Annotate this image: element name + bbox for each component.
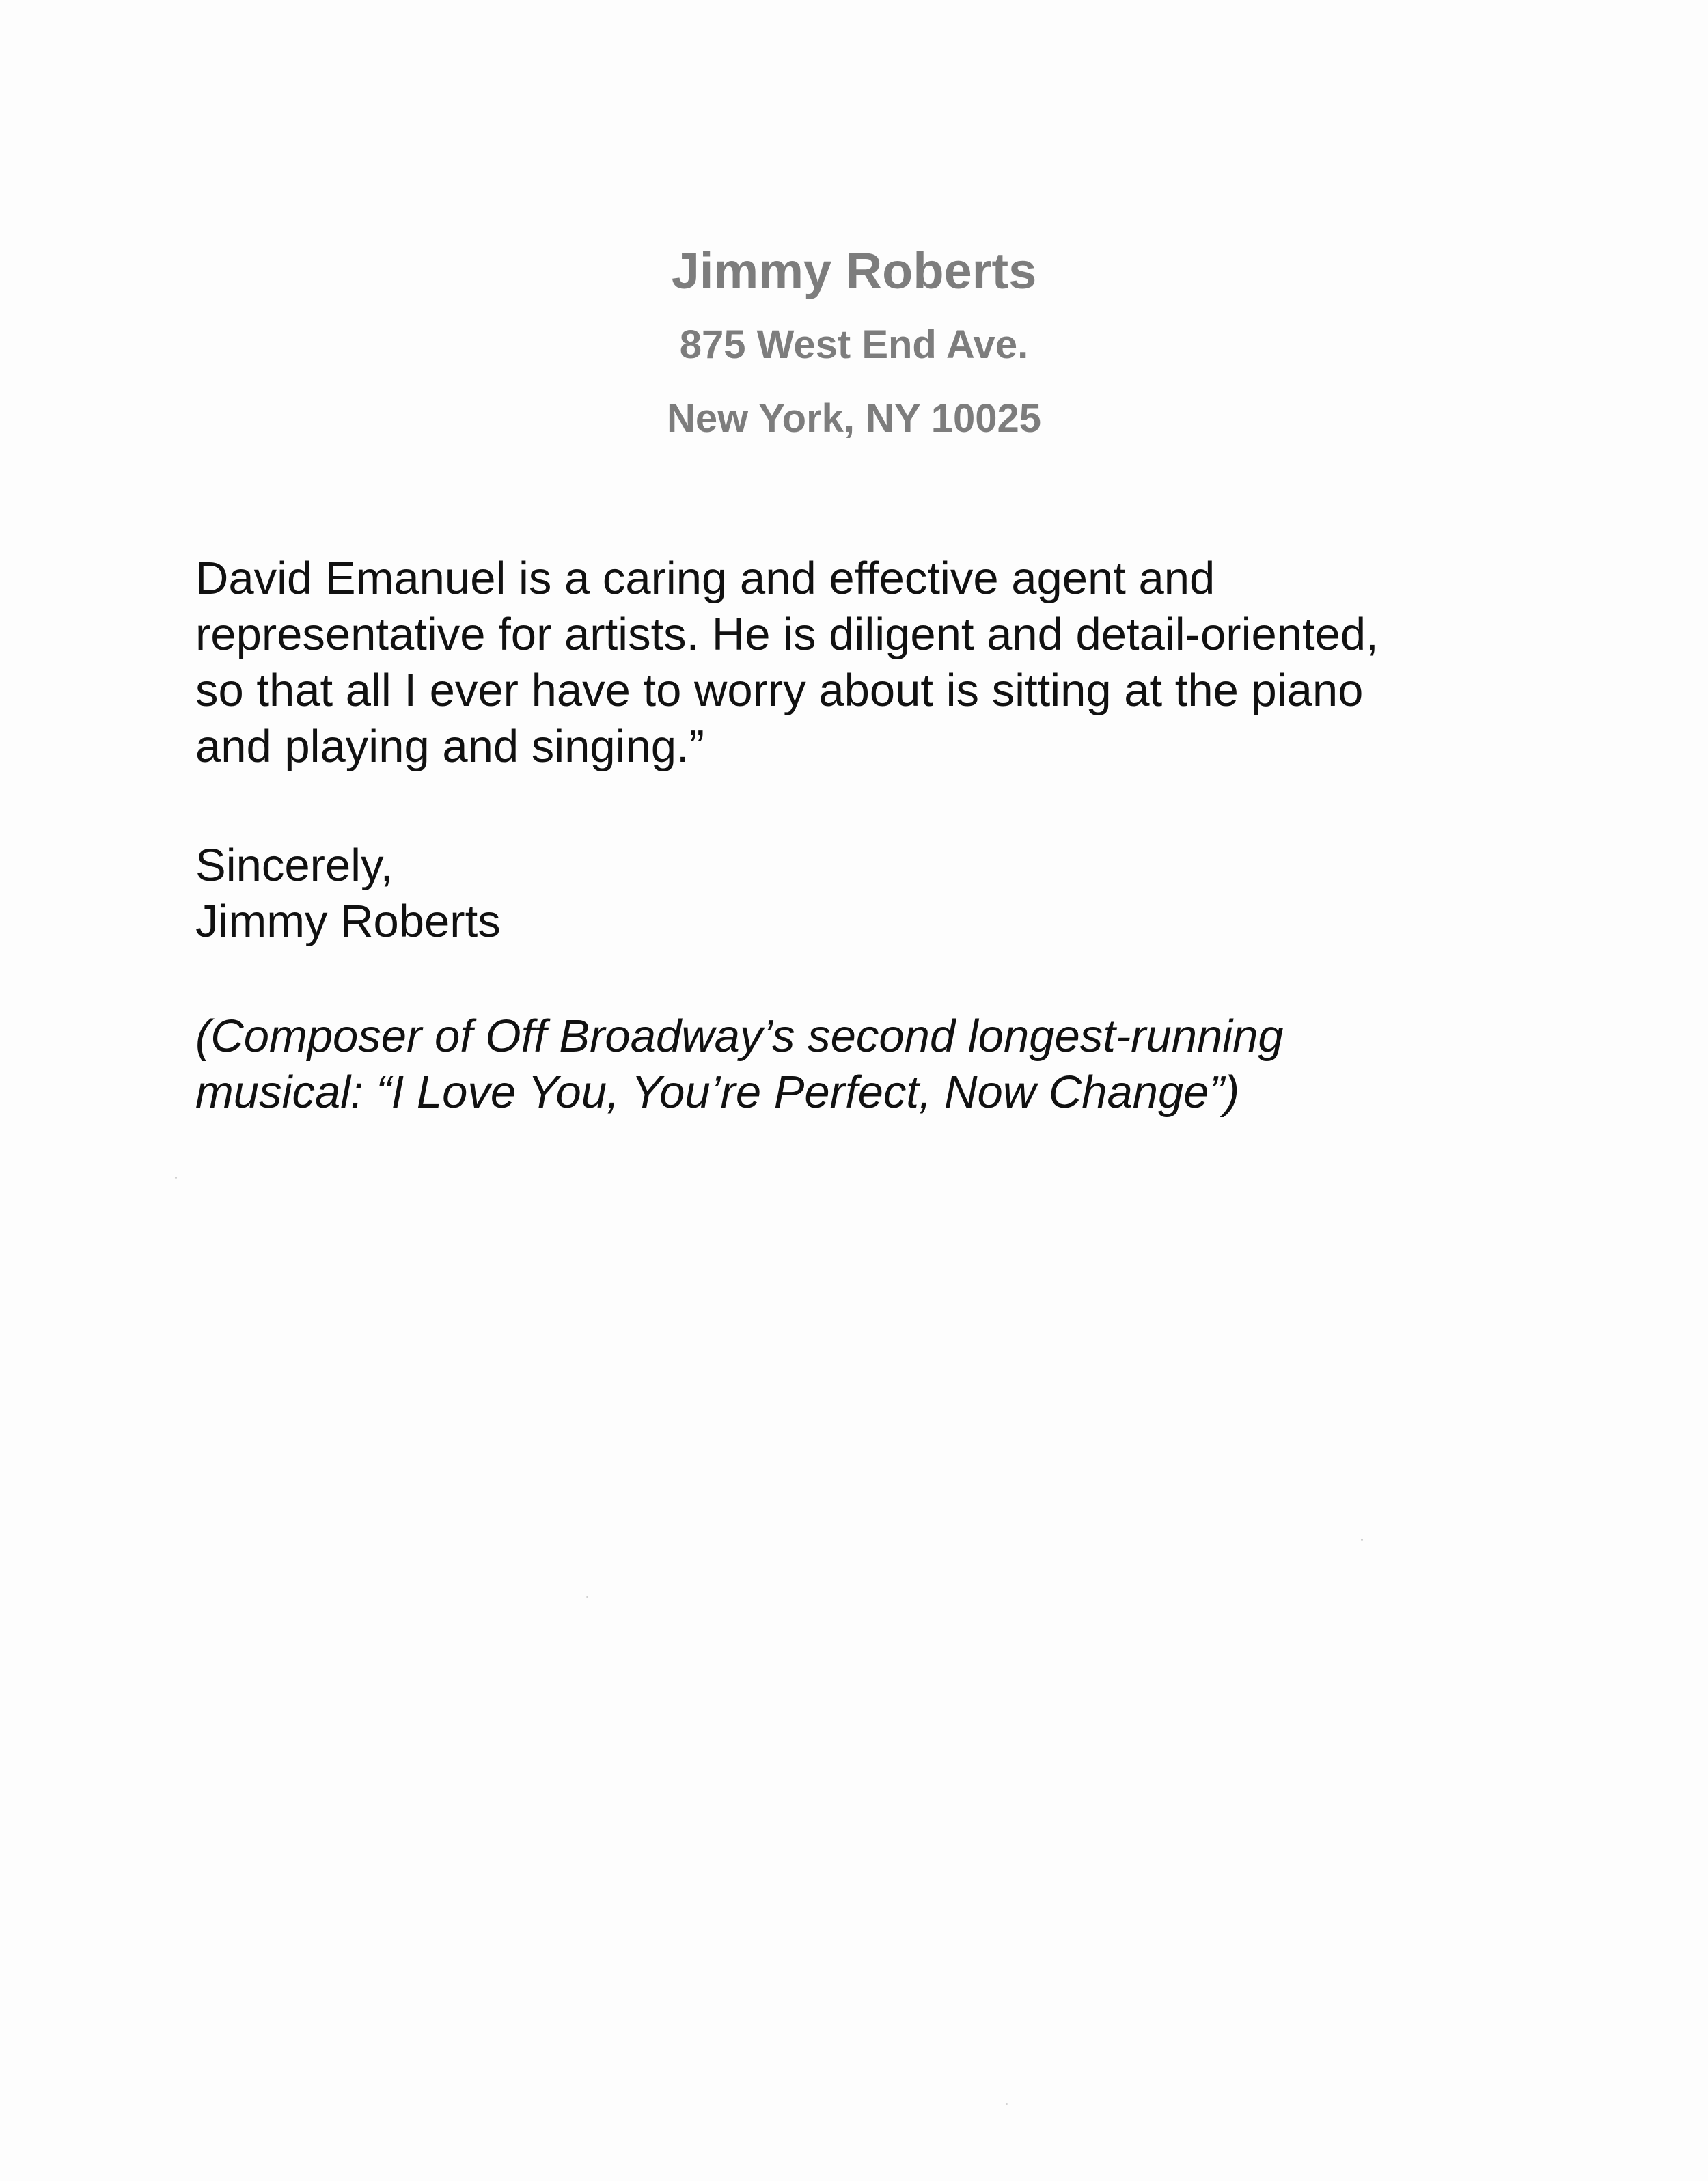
letterhead-name: Jimmy Roberts bbox=[671, 243, 1037, 299]
scan-speck bbox=[586, 1596, 588, 1598]
letter-closing: Sincerely, bbox=[195, 840, 394, 891]
letterhead-street: 875 West End Ave. bbox=[679, 323, 1029, 367]
letter-signer: Jimmy Roberts bbox=[195, 896, 501, 947]
scan-speck bbox=[175, 1177, 177, 1179]
scan-speck bbox=[1006, 2103, 1008, 2105]
composer-note: (Composer of Off Broadway’s second longest-running musical: “I Love You, You’re Perfect, Now Change”) bbox=[195, 1011, 1284, 1118]
letterhead-city: New York, NY 10025 bbox=[666, 396, 1042, 441]
scan-speck bbox=[1361, 1539, 1363, 1541]
letter-paragraph: David Emanuel is a caring and effective agent and representative for artists. He is diligent and detail-oriented, so that all I ever have to worry about is sitting at the piano and playing and singing.” bbox=[195, 553, 1379, 772]
